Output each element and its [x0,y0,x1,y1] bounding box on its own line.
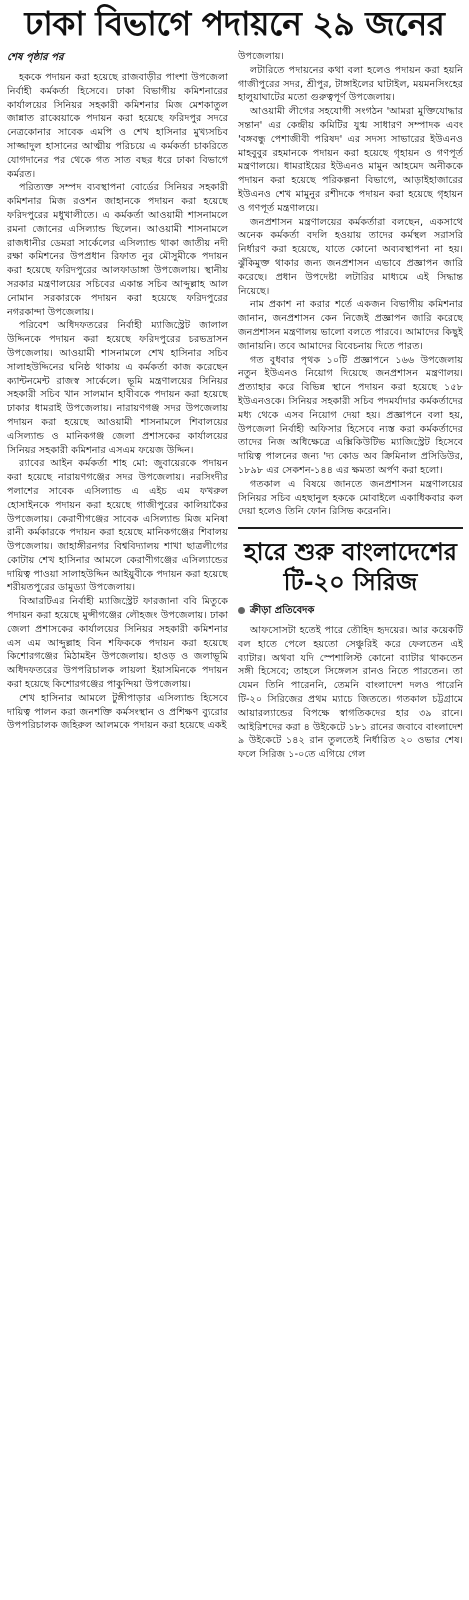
article-paragraph: হককে পদায়ন করা হয়েছে রাজবাড়ীর পাংশা উপজেলা নির্বাহী কর্মকর্তা হিসেবে। ঢাকা বিভাগীয় কমিশনারের কার্যালয়ের সিনিয়র সহকারী কমিশনার মিজ মেশকাতুল জান্নাত রাব্বেয়াকে পদায়ন করা হয়েছে ফরিদপুর সদরে নেত্রকোনার সাবেক এমপি ও শেখ হাসিনার মুখ্যসচিব সাজ্জাদুল হাসানের আত্মীয় পরিচয়ে এ কর্মকর্তা চাকরিতে যোগদানের পর থেকে গত সাত বছর ধরে ঢাকা বিভাগে কর্মরত। [7,72,228,180]
article-paragraph: জনপ্রশাসন মন্ত্রণালয়ের কর্মকর্তারা বলছেন, একসাথে অনেক কর্মকর্তা বদলি হওয়ায় তাদের কর্মস্থল সরাসরি নির্ধারণ করা হয়েছে, যাতে কোনো অব্যবস্থাপনা না হয়। ঝুঁকিমুক্ত থাকার জন্য জনপ্রশাসন এভাবে প্রজ্ঞাপন জারি করেছে। প্রধান উপদেষ্টা লটারির মাধ্যমে এই সিদ্ধান্ত নিয়েছে। [238,216,463,297]
article-paragraph: গত বুধবার পৃথক ১০টি প্রজ্ঞাপনে ১৬৬ উপজেলায় নতুন ইউএনও নিয়োগ দিয়েছে জনপ্রশাসন মন্ত্রণালয়। প্রত্যাহার করে বিভিন্ন স্থানে পদায়ন করা হয়েছে ১৫৮ ইউএনওকে। সিনিয়র সহকারী সচিব পদমর্যাদার কর্মকর্তাদের মধ্য থেকে এসব নিয়োগ দেয়া হয়। প্রজ্ঞাপনে বলা হয়, উপজেলা নির্বাহী অফিসার হিসেবে ন্যস্ত করা কর্মকর্তাদের তাদের নিজ অধিক্ষেত্রে এক্সিকিউটিভ ম্যাজিস্ট্রেট হিসেবে দায়িত্ব পালনের জন্য 'দ্য কোড অব ক্রিমিনাল প্রসিডিউর, ১৮৯৮ এর সেকশন-১৪৪ এর ক্ষমতা অর্পণ করা হলো। [238,354,463,476]
bullet-icon [238,607,245,614]
sports-headline-line2: টি-২০ সিরিজ [283,568,418,597]
reporter-byline [238,603,463,620]
article-paragraph: লটারিতে পদায়নের কথা বলা হলেও পদায়ন করা হয়নি গাজীপুরের সদর, শ্রীপুর, টাঙ্গাইলের ঘাটাইল, ময়মনসিংহের হালুয়াঘাটের মতো গুরুত্বপূর্ণ উপজেলায়। [238,64,463,104]
right-column [238,50,463,1598]
sports-headline [238,537,463,597]
article-paragraph: পরিবেশ অধিদফতরের নির্বাহী ম্যাজিস্ট্রেট জালাল উদ্দিনকে পদায়ন করা হয়েছে ফরিদপুরের চরভদ্রাসন উপজেলায়। আওয়ামী শাসনামলে শেখ হাসিনার সচিব সালাহউদ্দিনের ঘনিষ্ঠ থাকায় এ কর্মকর্তা কাজ করেছেন ক্যান্টনমেন্ট রাজস্ব সার্কেলে। ভূমি মন্ত্রণালয়ের সিনিয়র সহকারী সচিব খান সালমান হাবীবকে পদায়ন করা হয়েছে ঢাকার ধামরাই উপজেলায়। নারায়ণগঞ্জ সদর উপজেলায় পদায়ন করা হয়েছে আওয়ামী শাসনামলে শিবালয়ের এসিল্যান্ড ও মানিকগঞ্জ জেলা প্রশাসকের কার্যালয়ের সিনিয়র সহকারী কমিশনার এসএম ফয়েজ উদ্দিন। [7,320,228,456]
article-paragraph: শেখ হাসিনার আমলে টুঙ্গীপাড়ার এসিল্যান্ড হিসেবে দায়িত্ব পালন করা জনশক্তি কর্মসংস্থান ও প্রশিক্ষণ ব্যুরোর উপপরিচালক জহিরুল আলমকে পদায়ন করা হয়েছে একই [7,692,228,732]
article-paragraph: বিআরটিএর নির্বাহী ম্যাজিস্ট্রেট ফারজানা ববি মিতুকে পদায়ন করা হয়েছে মুন্সীগঞ্জের লৌহজং উপজেলায়। ঢাকা জেলা প্রশাসকের কার্যালয়ের সিনিয়র সহকারী কমিশনার এস এম আব্দুল্লাহ বিন শফিককে পদায়ন করা হয়েছে কিশোরগঞ্জের মিঠামইন উপজেলায়। হাওড় ও জলাভূমি অধিদফতরের উপপরিচালক লায়লা ইয়াসমিনকে পদায়ন করা হয়েছে কিশোরগঞ্জের পাকুন্দিয়া উপজেলায়। [7,596,228,691]
page-headline: ঢাকা বিভাগে পদায়নে ২৯ জনের [24,4,445,43]
article-paragraph: উপজেলায়। [238,51,284,62]
section-divider [238,527,463,529]
sports-paragraph: আফসোসটা হতেই পারে তৌহিদ হৃদয়ের। আর কয়েকটি বল হাতে পেলে হয়তো সেঞ্চুরিই করে ফেলতেন এই ব্যাটার। অথবা যদি স্পেশালিস্ট কোনো ব্যাটার থাকতেন সঙ্গী হিসেবে; তাহলে সিঙ্গেলস রানও নিতে পারতেন। তা যেমন তিনি পারেননি, তেমনি বাংলাদেশ দলও পারেনি টি-২০ সিরিজের প্রথম ম্যাচে জিততে। গতকাল চট্টগ্রামে আয়ারল্যান্ডের বিপক্ষে স্বাগতিকদের হার ৩৯ রানে। আইরিশদের করা ৪ উইকেটে ১৮১ রানের জবাবে বাংলাদেশ ৯ উইকেটে ১৪২ রান তুলতেই নির্ধারিত ২০ ওভার শেষ। ফলে সিরিজ ১-০তে এগিয়ে গেল [238,625,463,761]
article-paragraph: নাম প্রকাশ না করার শর্তে একজন বিভাগীয় কমিশনার জানান, জনপ্রশাসন কেন নিজেই প্রজ্ঞাপন জারি করেছে জনপ্রশাসন মন্ত্রণালয় ভালো বলতে পারবে। আমাদের কিছুই জানায়নি। তবে আমাদের বিবেচনায় দিতে পারত। [238,299,463,352]
sports-headline-line1: হারে শুরু বাংলাদেশের [244,538,457,567]
reporter-name: ক্রীড়া প্রতিবেদক [250,605,315,617]
article-paragraph: র‌্যাবের আইন কর্মকর্তা শাহ মো: জুবায়েরকে পদায়ন করা হয়েছে নারায়ণগঞ্জের সদর উপজেলায়। নরসিংদীর পলাশের সাবেক এসিল্যান্ড এ এইচ এম ফখরুল হোসাইনকে পদায়ন করা হয়েছে গাজীপুরের কালিয়াকৈর উপজেলায়। কেরাণীগঞ্জের সাবেক এসিল্যান্ড মিজ মনিষা রানী কর্মকারকে পদায়ন করা হয়েছে মানিকগঞ্জের শিবালয় উপজেলায়। জাহাঙ্গীরনগর বিশ্ববিদ্যালয় শাখা ছাত্রলীগের কোটায় শেখ হাসিনার আমলে কেরাণীগঞ্জের এসিল্যান্ডের দায়িত্ব পাওয়া সালাহউদ্দিন আইয়ুবীকে পদায়ন করা হয়েছে শরীয়তপুরের ডামুড্যা উপজেলায়। [7,458,228,594]
article-paragraph: আওয়ামী লীগের সহযোগী সংগঠন 'আমরা মুক্তিযোদ্ধার সন্তান' এর কেন্দ্রীয় কমিটির যুগ্ম সাধারণ সম্পাদক এবং 'বঙ্গবন্ধু পেশাজীবী পরিষদ' এর সদস্য সাভারের ইউএনও মাহবুবুর রহমানকে পদায়ন করা হয়েছে গৃহায়ন ও গণপূর্ত মন্ত্রণালয়ে। ধামরাইয়ের ইউএনও মামুন আহমেদ অনীককে পদায়ন করা হয়েছে পরিকল্পনা বিভাগে, আড়াইহাজারের ইউএনও শেখ মামুনুর রশীদকে পদায়ন করা হয়েছে গৃহায়ন ও গণপূর্ত মন্ত্রণালয়ে। [238,106,463,214]
article-paragraph: পরিত্যক্ত সম্পদ ব্যবস্থাপনা বোর্ডের সিনিয়র সহকারী কমিশনার মিজ রওশন জাহানকে পদায়ন করা হয়েছে ফরিদপুরের মধুখালীতে। এ কর্মকর্তা আওয়ামী শাসনামলে রমনা জোনের এসিল্যান্ড ছিলেন। আওয়ামী শাসনামলে রাজধানীর ডেমরা সার্কেলের এসিল্যান্ড থাকা জাতীয় নদী রক্ষা কমিশনের উপপ্রধান রিফাত নুর মৌসুমীকে পদায়ন করা হয়েছে ফরিদপুরের আলফাডাঙ্গা উপজেলায়। স্থানীয় সরকার মন্ত্রণালয়ের সচিবের একান্ত সচিব আব্দুল্লাহ আল নোমান সরকারকে পদায়ন করা হয়েছে ফরিদপুরের নগরকান্দা উপজেলায়। [7,182,228,318]
continued-from-label: শেষ পৃষ্ঠার পর [7,52,64,63]
article-paragraph: গতকাল এ বিষয়ে জানতে জনপ্রশাসন মন্ত্রণালয়ের সিনিয়র সচিব এহছানুল হককে মোবাইলে একাধিকবার কল দেয়া হলেও তিনি ফোন রিসিভ করেননি। [238,478,463,518]
left-column [7,50,228,1598]
